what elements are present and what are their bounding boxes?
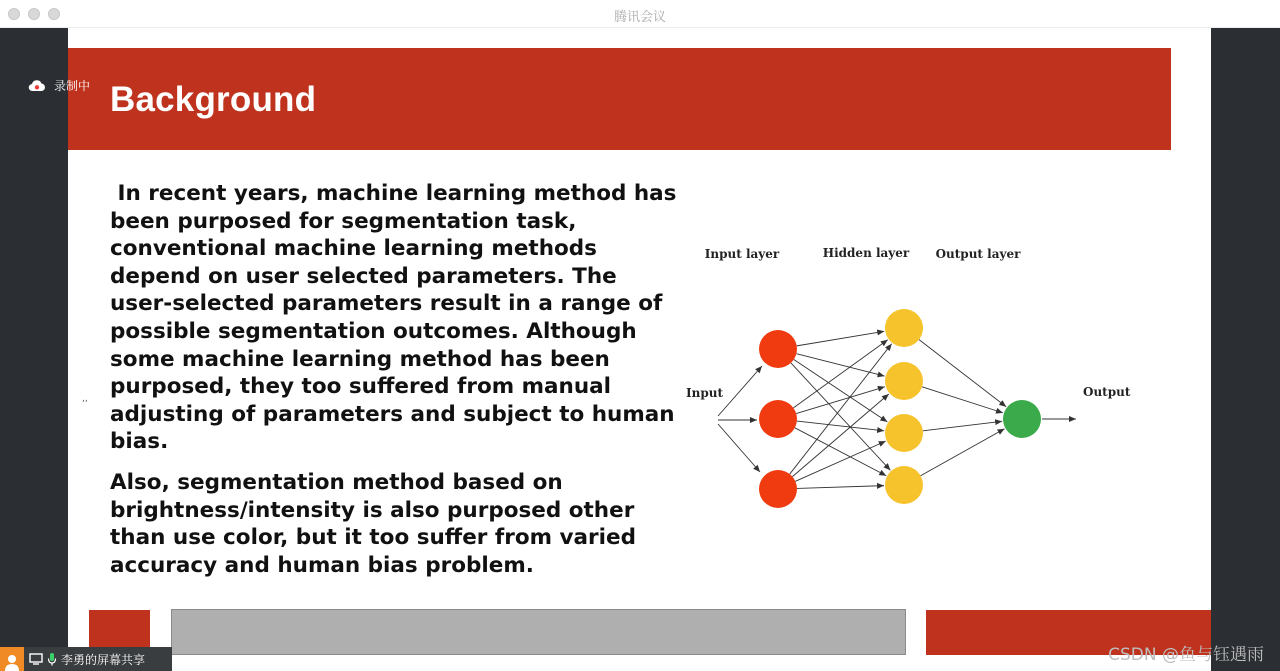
input-layer-label: Input layer — [704, 247, 780, 261]
connection-edge — [790, 344, 892, 474]
input-label: Input — [686, 386, 723, 400]
connection-edge — [791, 363, 890, 470]
left-side-panel — [0, 28, 68, 671]
recording-indicator[interactable] — [28, 76, 90, 94]
connection-edge — [793, 340, 887, 408]
connection-edge — [796, 354, 884, 376]
output-node — [1003, 400, 1041, 438]
slide-body — [110, 180, 685, 579]
right-side-panel — [1211, 28, 1280, 671]
connection-edge — [792, 394, 888, 477]
footer-grey-bar — [171, 609, 906, 655]
neural-network-diagram — [680, 234, 1140, 504]
connection-edge — [922, 387, 1003, 413]
slide-title: Background — [110, 80, 317, 119]
connection-edge — [797, 331, 885, 346]
body-paragraph: In recent years, machine learning method has been purposed for segmentation task, conventional machine learning methods depend on user selected parameters. The user-selected parameters result in a range of possible segmentation outcomes. Although some machine learning method has been purposed, they too suffered from manual adjusting of parameters and subject to human bias. — [110, 181, 684, 455]
connection-edge — [923, 421, 1002, 430]
window-title: 腾讯会议 — [613, 10, 666, 25]
screen-share-bar[interactable] — [0, 647, 172, 671]
connection-edge — [921, 429, 1005, 476]
hidden-layer-label: Hidden layer — [822, 246, 910, 260]
connection-edge — [797, 421, 884, 431]
mic-icon — [47, 652, 57, 666]
csdn-watermark: CSDN @鱼与钰遇雨 — [1108, 645, 1264, 665]
connection-edge — [718, 424, 760, 472]
cloud-record-icon — [28, 78, 46, 92]
connection-edge — [919, 340, 1006, 407]
input-node — [759, 470, 797, 508]
presentation-slide — [68, 28, 1211, 671]
user-icon — [0, 647, 24, 671]
hidden-node — [885, 362, 923, 400]
connection-edge — [797, 486, 884, 489]
hidden-node — [885, 466, 923, 504]
body-paragraph: Also, segmentation method based on brightness/intensity is also purposed other than use color, but it too suffer from varied accuracy and human bias problem. — [110, 469, 636, 578]
share-label: 李勇的屏幕共享 — [61, 652, 146, 667]
connection-edge — [718, 366, 762, 416]
hidden-node — [885, 414, 923, 452]
recording-label: 录制中 — [54, 78, 91, 93]
network-nodes — [759, 309, 1041, 508]
output-label: Output — [1083, 385, 1131, 399]
connection-edge — [795, 441, 885, 481]
cursor-mark: ,, — [82, 394, 88, 404]
window-titlebar — [0, 0, 1280, 28]
input-node — [759, 400, 797, 438]
hidden-node — [885, 309, 923, 347]
connection-edge — [794, 360, 888, 422]
output-layer-label: Output layer — [935, 247, 1021, 261]
screen-icon — [29, 653, 43, 665]
input-node — [759, 330, 797, 368]
